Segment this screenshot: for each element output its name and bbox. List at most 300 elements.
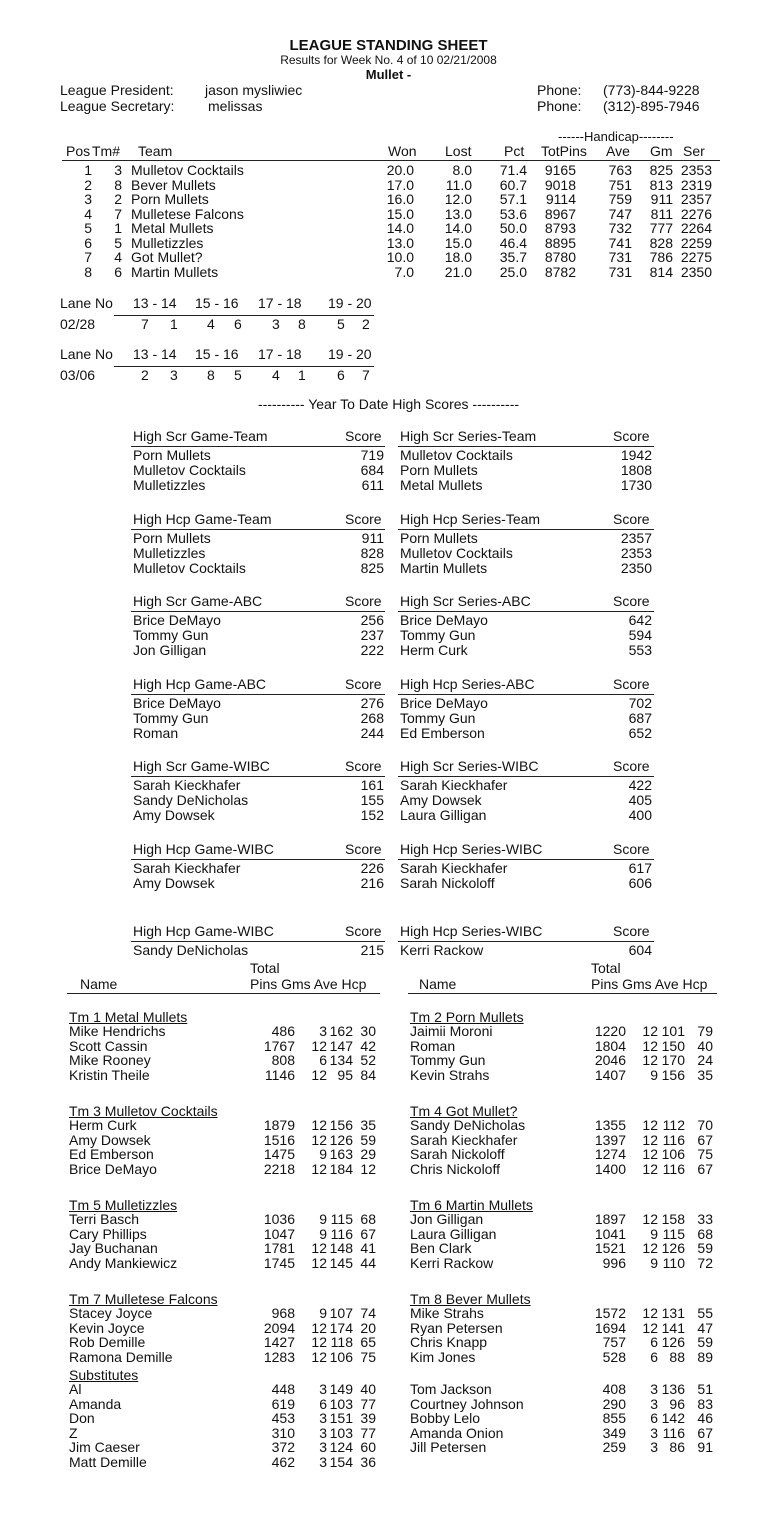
hs-name: Amy Dowsek bbox=[133, 874, 215, 891]
standing-team: Bever Mullets bbox=[131, 176, 216, 193]
standing-won: 16.0 bbox=[386, 191, 414, 207]
roster-pins: 1397 bbox=[594, 1131, 626, 1148]
roster-player-name: Don bbox=[69, 1410, 95, 1427]
roster-games: 12 bbox=[642, 1211, 658, 1227]
roster-player-name: Rob Demille bbox=[69, 1334, 146, 1351]
standing-won: 17.0 bbox=[386, 176, 414, 193]
roster-games: 6 bbox=[319, 1395, 327, 1412]
roster-pins: 1355 bbox=[594, 1117, 626, 1133]
hs-name: Amy Dowsek bbox=[400, 792, 482, 808]
roster-average: 116 bbox=[662, 1131, 685, 1148]
roster-player-name: Tom Jackson bbox=[410, 1381, 492, 1397]
lane-pair: 15 - 16 bbox=[195, 295, 239, 311]
standing-team: Mulletizzles bbox=[131, 234, 204, 251]
hs-score-label: Score bbox=[613, 428, 650, 444]
roster-handicap: 24 bbox=[697, 1052, 713, 1069]
roster-average: 156 bbox=[329, 1117, 353, 1133]
roster-handicap: 33 bbox=[697, 1211, 713, 1227]
roster-handicap: 35 bbox=[360, 1117, 376, 1133]
standing-won: 15.0 bbox=[386, 205, 414, 222]
standing-pct: 25.0 bbox=[499, 263, 527, 280]
hs-name: Tommy Gun bbox=[133, 709, 209, 726]
roster-handicap: 67 bbox=[697, 1424, 713, 1441]
roster-handicap: 74 bbox=[360, 1305, 376, 1321]
standing-team: Mulletese Falcons bbox=[131, 205, 244, 222]
roster-games: 3 bbox=[650, 1439, 658, 1456]
hs-category-title: High Scr Series-ABC bbox=[400, 593, 531, 609]
roster-games: 9 bbox=[650, 1225, 658, 1242]
hs-score: 2353 bbox=[620, 544, 652, 561]
roster-pins: 619 bbox=[271, 1395, 295, 1412]
standing-lost: 15.0 bbox=[444, 234, 472, 251]
standing-pct: 71.4 bbox=[499, 162, 527, 178]
standing-lost: 8.0 bbox=[452, 162, 472, 178]
hs-score: 825 bbox=[360, 559, 384, 576]
hs-name: Mulletov Cocktails bbox=[400, 447, 513, 463]
lane-team: 2 bbox=[362, 316, 370, 332]
standing-team: Metal Mullets bbox=[131, 220, 214, 236]
roster-player-name: Bobby Lelo bbox=[410, 1410, 481, 1427]
roster-pins: 1804 bbox=[594, 1037, 626, 1054]
hs-category-title: High Scr Game-WIBC bbox=[133, 758, 270, 774]
roster-games: 9 bbox=[319, 1211, 327, 1227]
hs-name: Tommy Gun bbox=[400, 627, 476, 643]
roster-pins: 1781 bbox=[263, 1240, 295, 1257]
hs-category-title: High Hcp Series-WIBC bbox=[400, 923, 543, 939]
col-pos: Pos bbox=[66, 143, 91, 159]
roster-average: 103 bbox=[329, 1395, 353, 1412]
roster-handicap: 70 bbox=[697, 1117, 713, 1133]
roster-average: 116 bbox=[662, 1160, 685, 1177]
handicap-label: ------Handicap-------- bbox=[558, 129, 674, 144]
hs-score: 405 bbox=[628, 792, 652, 808]
roster-games: 12 bbox=[642, 1160, 658, 1177]
hs-name: Sarah Nickoloff bbox=[400, 874, 495, 891]
standing-ave: 741 bbox=[608, 234, 632, 251]
standing-ave: 751 bbox=[608, 176, 632, 193]
roster-handicap: 55 bbox=[697, 1305, 713, 1321]
standing-totpins: 8780 bbox=[544, 249, 576, 265]
roster-games: 12 bbox=[311, 1334, 327, 1351]
standing-lost: 13.0 bbox=[444, 205, 472, 222]
roster-handicap: 60 bbox=[360, 1439, 376, 1456]
hs-name: Kerri Rackow bbox=[400, 942, 484, 958]
roster-player-name: Kim Jones bbox=[410, 1348, 476, 1365]
roster-games: 12 bbox=[311, 1160, 327, 1177]
roster-games: 12 bbox=[642, 1146, 658, 1163]
hs-score-label: Score bbox=[613, 923, 650, 939]
roster-team-name: Tm 3 Mulletov Cocktails bbox=[69, 1103, 218, 1119]
hs-score: 155 bbox=[360, 792, 384, 808]
roster-player-name: Amanda bbox=[69, 1395, 122, 1412]
roster-pins: 757 bbox=[602, 1334, 626, 1351]
hs-name: Mulletov Cocktails bbox=[400, 544, 513, 561]
hs-name: Herm Curk bbox=[400, 642, 468, 658]
roster-average: 142 bbox=[661, 1410, 685, 1427]
roster-player-name: Amanda Onion bbox=[410, 1424, 504, 1441]
hs-score: 594 bbox=[628, 627, 652, 643]
hs-name: Brice DeMayo bbox=[400, 612, 488, 628]
roster-col-name: Name bbox=[419, 976, 457, 992]
standing-tm: 2 bbox=[114, 191, 122, 207]
lane-pair: 17 - 18 bbox=[258, 346, 302, 362]
roster-handicap: 65 bbox=[360, 1334, 376, 1351]
roster-player-name: Jaimii Moroni bbox=[410, 1023, 493, 1039]
roster-games: 6 bbox=[650, 1348, 658, 1365]
standing-gm: 828 bbox=[649, 234, 673, 251]
roster-pins: 1521 bbox=[594, 1240, 626, 1257]
lane-team: 3 bbox=[170, 367, 178, 383]
roster-average: 106 bbox=[329, 1348, 353, 1365]
roster-player-name: Kevin Strahs bbox=[410, 1066, 490, 1083]
lane-team: 1 bbox=[298, 367, 306, 383]
standing-ave: 759 bbox=[608, 191, 632, 207]
roster-average: 147 bbox=[329, 1037, 353, 1054]
roster-pins: 808 bbox=[271, 1052, 295, 1069]
roster-player-name: Kristin Theile bbox=[69, 1066, 150, 1083]
roster-games: 12 bbox=[311, 1131, 327, 1148]
hs-category-title: High Scr Game-Team bbox=[133, 428, 268, 444]
hs-score-label: Score bbox=[345, 840, 382, 857]
roster-games: 3 bbox=[650, 1381, 658, 1397]
standing-pct: 57.1 bbox=[499, 191, 527, 207]
roster-handicap: 35 bbox=[697, 1066, 713, 1083]
roster-pins: 462 bbox=[271, 1454, 295, 1470]
roster-average: 126 bbox=[661, 1240, 685, 1257]
roster-average: 134 bbox=[329, 1052, 353, 1069]
roster-handicap: 89 bbox=[697, 1348, 713, 1365]
standing-tm: 3 bbox=[114, 162, 122, 178]
secretary-phone: (312)-895-7946 bbox=[603, 98, 700, 114]
hs-score-label: Score bbox=[345, 675, 382, 692]
hs-score: 1808 bbox=[620, 462, 652, 478]
roster-average: 162 bbox=[329, 1023, 353, 1039]
col-totpins: TotPins bbox=[541, 143, 587, 159]
hs-name: Sarah Kieckhafer bbox=[133, 859, 241, 876]
hs-name: Mulletizzles bbox=[133, 544, 206, 561]
hs-score: 1942 bbox=[620, 447, 652, 463]
roster-col-stats: Pins Gms Ave Hcp bbox=[591, 976, 708, 992]
standing-pos: 3 bbox=[84, 191, 92, 207]
roster-handicap: 39 bbox=[360, 1410, 376, 1427]
lane-team: 8 bbox=[207, 367, 215, 383]
standing-ser: 2276 bbox=[680, 205, 712, 222]
roster-average: 103 bbox=[329, 1424, 353, 1441]
roster-handicap: 67 bbox=[697, 1160, 713, 1177]
roster-games: 12 bbox=[311, 1066, 327, 1083]
hs-name: Mulletov Cocktails bbox=[133, 559, 246, 576]
standing-totpins: 8967 bbox=[544, 205, 576, 222]
roster-handicap: 44 bbox=[360, 1254, 376, 1271]
standing-ave: 731 bbox=[608, 249, 632, 265]
standing-won: 7.0 bbox=[394, 263, 414, 280]
standing-pct: 46.4 bbox=[499, 234, 527, 251]
roster-average: 115 bbox=[330, 1211, 353, 1227]
roster-pins: 2046 bbox=[594, 1052, 626, 1069]
sheet-subtitle: Results for Week No. 4 of 10 02/21/2008 bbox=[280, 53, 497, 67]
roster-handicap: 83 bbox=[697, 1395, 713, 1412]
roster-col-name: Name bbox=[80, 976, 118, 992]
roster-average: 126 bbox=[661, 1334, 685, 1351]
hs-score-label: Score bbox=[613, 593, 650, 609]
roster-handicap: 36 bbox=[360, 1454, 376, 1470]
standing-team: Porn Mullets bbox=[131, 191, 209, 207]
roster-average: 149 bbox=[329, 1381, 353, 1397]
standing-gm: 777 bbox=[649, 220, 673, 236]
roster-average: 86 bbox=[669, 1439, 685, 1456]
roster-handicap: 72 bbox=[697, 1254, 713, 1271]
lane-team: 5 bbox=[337, 316, 345, 332]
hs-category-title: High Hcp Game-Team bbox=[133, 510, 272, 527]
roster-games: 3 bbox=[319, 1381, 327, 1397]
roster-games: 3 bbox=[319, 1454, 327, 1470]
hs-score: 161 bbox=[360, 777, 384, 793]
standing-pos: 2 bbox=[84, 176, 92, 193]
hs-score-label: Score bbox=[613, 758, 650, 774]
standing-pos: 7 bbox=[84, 249, 92, 265]
hs-score: 687 bbox=[628, 709, 652, 726]
roster-handicap: 29 bbox=[360, 1146, 376, 1163]
roster-player-name: Matt Demille bbox=[69, 1454, 147, 1470]
roster-player-name: Courtney Johnson bbox=[410, 1395, 524, 1412]
roster-handicap: 68 bbox=[697, 1225, 713, 1242]
roster-player-name: Chris Nickoloff bbox=[410, 1160, 500, 1177]
roster-pins: 1400 bbox=[594, 1160, 626, 1177]
roster-player-name: Andy Mankiewicz bbox=[69, 1254, 178, 1271]
roster-player-name: Brice DeMayo bbox=[69, 1160, 157, 1177]
standing-gm: 813 bbox=[649, 176, 673, 193]
president-name: jason mysliwiec bbox=[205, 82, 303, 98]
roster-pins: 996 bbox=[602, 1254, 626, 1271]
roster-games: 12 bbox=[311, 1240, 327, 1257]
standing-pos: 4 bbox=[84, 205, 92, 222]
hs-name: Brice DeMayo bbox=[133, 612, 221, 628]
roster-handicap: 30 bbox=[360, 1023, 376, 1039]
roster-pins: 968 bbox=[271, 1305, 295, 1321]
lane-team: 4 bbox=[272, 367, 280, 383]
hs-name: Amy Dowsek bbox=[133, 807, 215, 823]
roster-games: 9 bbox=[319, 1146, 327, 1163]
roster-player-name: Stacey Joyce bbox=[69, 1305, 153, 1321]
hs-category-title: High Hcp Game-WIBC bbox=[133, 840, 274, 857]
standing-won: 14.0 bbox=[386, 220, 414, 236]
lane-team: 1 bbox=[170, 316, 178, 332]
standing-pos: 6 bbox=[84, 234, 92, 251]
roster-player-name: Mike Rooney bbox=[69, 1052, 151, 1069]
hs-category-title: High Scr Series-Team bbox=[400, 428, 537, 444]
roster-average: 96 bbox=[669, 1395, 685, 1412]
roster-player-name: Sarah Kieckhafer bbox=[410, 1131, 518, 1148]
lane-pair: 19 - 20 bbox=[328, 346, 372, 362]
standing-tm: 5 bbox=[114, 234, 122, 251]
roster-player-name: Kevin Joyce bbox=[69, 1319, 145, 1336]
roster-average: 174 bbox=[329, 1319, 353, 1336]
lane-team: 2 bbox=[141, 367, 149, 383]
roster-average: 154 bbox=[329, 1454, 353, 1470]
standing-ave: 732 bbox=[608, 220, 632, 236]
hs-score: 828 bbox=[360, 544, 384, 561]
standing-tm: 4 bbox=[114, 249, 122, 265]
roster-average: 124 bbox=[329, 1439, 353, 1456]
roster-player-name: Jon Gilligan bbox=[410, 1211, 484, 1227]
roster-player-name: Amy Dowsek bbox=[69, 1131, 151, 1148]
roster-handicap: 40 bbox=[697, 1037, 713, 1054]
hs-score: 244 bbox=[360, 724, 384, 741]
standing-pos: 1 bbox=[84, 162, 92, 178]
standing-tm: 1 bbox=[114, 220, 122, 236]
roster-col-total: Total bbox=[591, 960, 621, 976]
lane-team: 7 bbox=[141, 316, 149, 332]
standing-team: Martin Mullets bbox=[131, 263, 219, 280]
standing-tm: 6 bbox=[114, 263, 122, 280]
standing-lost: 14.0 bbox=[444, 220, 472, 236]
roster-pins: 1516 bbox=[263, 1131, 295, 1148]
secretary-label: League Secretary: bbox=[60, 98, 175, 114]
lane-team: 8 bbox=[298, 316, 306, 332]
hs-score: 215 bbox=[360, 942, 384, 958]
standing-tm: 8 bbox=[114, 176, 122, 193]
lane-date: 02/28 bbox=[60, 316, 96, 332]
standing-pos: 8 bbox=[84, 263, 92, 280]
standing-ser: 2264 bbox=[680, 220, 712, 236]
roster-team-name: Tm 5 Mulletizzles bbox=[69, 1197, 178, 1213]
hs-name: Ed Emberson bbox=[400, 724, 485, 741]
hs-category-title: High Scr Game-ABC bbox=[133, 593, 263, 609]
roster-average: 158 bbox=[661, 1211, 685, 1227]
hs-score: 719 bbox=[360, 447, 384, 463]
hs-category-title: High Hcp Game-ABC bbox=[133, 675, 267, 692]
roster-games: 9 bbox=[650, 1254, 658, 1271]
hs-name: Laura Gilligan bbox=[400, 807, 487, 823]
roster-games: 6 bbox=[319, 1052, 327, 1069]
roster-handicap: 20 bbox=[360, 1319, 376, 1336]
president-label: League President: bbox=[60, 82, 174, 98]
roster-handicap: 42 bbox=[360, 1037, 376, 1054]
hs-score: 702 bbox=[628, 694, 652, 711]
roster-handicap: 67 bbox=[697, 1131, 713, 1148]
roster-average: 131 bbox=[661, 1305, 685, 1321]
roster-pins: 1220 bbox=[594, 1023, 626, 1039]
lane-pair: 19 - 20 bbox=[328, 295, 372, 311]
roster-games: 3 bbox=[650, 1424, 658, 1441]
hs-category-title: High Hcp Game-WIBC bbox=[133, 923, 274, 939]
roster-player-name: Ramona Demille bbox=[69, 1348, 173, 1365]
roster-player-name: Jill Petersen bbox=[410, 1439, 487, 1456]
roster-average: 112 bbox=[662, 1117, 685, 1133]
roster-average: 110 bbox=[662, 1254, 685, 1271]
roster-handicap: 91 bbox=[697, 1439, 713, 1456]
hs-name: Porn Mullets bbox=[400, 529, 478, 546]
roster-games: 12 bbox=[311, 1037, 327, 1054]
roster-pins: 2218 bbox=[263, 1160, 295, 1177]
roster-divider bbox=[67, 993, 380, 994]
roster-handicap: 41 bbox=[360, 1240, 376, 1257]
roster-team-name: Substitutes bbox=[69, 1367, 139, 1383]
roster-average: 148 bbox=[329, 1240, 353, 1257]
roster-average: 163 bbox=[329, 1146, 353, 1163]
hs-name: Porn Mullets bbox=[133, 447, 211, 463]
roster-pins: 408 bbox=[602, 1381, 626, 1397]
roster-pins: 1694 bbox=[594, 1319, 626, 1336]
hs-category-title: High Hcp Series-WIBC bbox=[400, 840, 543, 857]
lane-team: 6 bbox=[234, 316, 242, 332]
roster-games: 9 bbox=[650, 1066, 658, 1083]
roster-average: 170 bbox=[661, 1052, 685, 1069]
roster-games: 6 bbox=[650, 1334, 658, 1351]
roster-average: 101 bbox=[661, 1023, 685, 1039]
hs-name: Porn Mullets bbox=[400, 462, 478, 478]
standing-won: 13.0 bbox=[386, 234, 414, 251]
lane-label: Lane No bbox=[60, 346, 113, 362]
roster-handicap: 59 bbox=[697, 1240, 713, 1257]
roster-games: 9 bbox=[319, 1305, 327, 1321]
high-scores-title: ---------- Year To Date High Scores ---------- bbox=[257, 396, 520, 412]
roster-player-name: Tommy Gun bbox=[410, 1052, 486, 1069]
lane-pair: 15 - 16 bbox=[195, 346, 239, 362]
col-tm: Tm# bbox=[92, 143, 120, 159]
lane-team: 4 bbox=[207, 316, 215, 332]
standing-lost: 11.0 bbox=[445, 176, 472, 193]
roster-average: 150 bbox=[661, 1037, 685, 1054]
roster-games: 12 bbox=[311, 1117, 327, 1133]
roster-average: 106 bbox=[661, 1146, 685, 1163]
hs-name: Sandy DeNicholas bbox=[133, 942, 249, 958]
roster-team-name: Tm 8 Bever Mullets bbox=[410, 1291, 531, 1307]
hs-score: 604 bbox=[628, 942, 652, 958]
hs-name: Brice DeMayo bbox=[400, 694, 488, 711]
hs-score-label: Score bbox=[345, 923, 382, 939]
roster-player-name: Al bbox=[69, 1381, 82, 1397]
standing-gm: 811 bbox=[650, 205, 673, 222]
league-name: Mullet - bbox=[365, 67, 412, 82]
roster-handicap: 84 bbox=[360, 1066, 376, 1083]
roster-handicap: 59 bbox=[697, 1334, 713, 1351]
roster-pins: 1745 bbox=[263, 1254, 295, 1271]
roster-average: 141 bbox=[661, 1319, 685, 1336]
hs-name: Metal Mullets bbox=[400, 477, 483, 493]
standing-pct: 50.0 bbox=[499, 220, 527, 236]
standing-ser: 2259 bbox=[680, 234, 712, 251]
roster-handicap: 75 bbox=[360, 1348, 376, 1365]
roster-pins: 1274 bbox=[594, 1146, 626, 1163]
roster-games: 3 bbox=[319, 1424, 327, 1441]
hs-score-label: Score bbox=[345, 593, 382, 609]
roster-handicap: 75 bbox=[697, 1146, 713, 1163]
hs-score: 152 bbox=[360, 807, 384, 823]
roster-games: 12 bbox=[642, 1052, 658, 1069]
hs-score: 652 bbox=[628, 724, 652, 741]
hs-name: Brice DeMayo bbox=[133, 694, 221, 711]
hs-score-label: Score bbox=[345, 758, 382, 774]
hs-score: 684 bbox=[360, 462, 384, 478]
roster-average: 156 bbox=[661, 1066, 685, 1083]
roster-average: 145 bbox=[329, 1254, 353, 1271]
roster-player-name: Herm Curk bbox=[69, 1117, 137, 1133]
hs-name: Porn Mullets bbox=[133, 529, 211, 546]
hs-name: Sarah Kieckhafer bbox=[400, 859, 508, 876]
roster-handicap: 79 bbox=[697, 1023, 713, 1039]
hs-score: 216 bbox=[360, 874, 384, 891]
roster-team-name: Tm 2 Porn Mullets bbox=[410, 1009, 524, 1025]
standing-lost: 21.0 bbox=[444, 263, 472, 280]
roster-average: 151 bbox=[329, 1410, 353, 1427]
roster-player-name: Scott Cassin bbox=[69, 1037, 148, 1054]
roster-games: 12 bbox=[311, 1348, 327, 1365]
roster-player-name: Jim Caeser bbox=[69, 1439, 140, 1456]
standing-ser: 2353 bbox=[680, 162, 712, 178]
phone-label: Phone: bbox=[537, 98, 582, 114]
col-ser: Ser bbox=[683, 143, 705, 159]
